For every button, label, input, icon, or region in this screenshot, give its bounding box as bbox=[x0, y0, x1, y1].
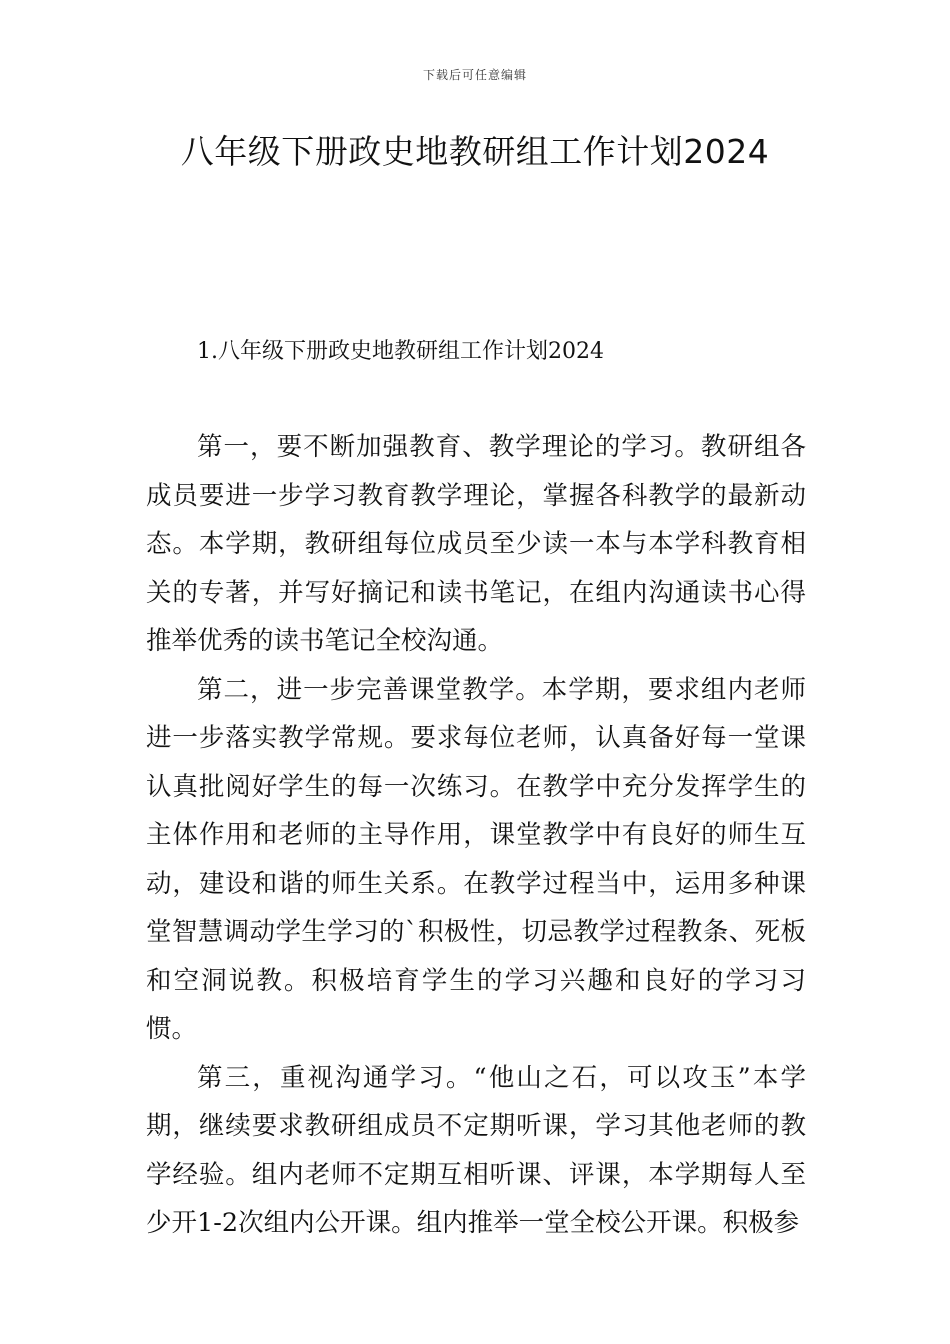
paragraph-2: 第二，进一步完善课堂教学。本学期，要求组内老师进一步落实教学常规。要求每位老师，认真备好每一堂课认真批阅好学生的每一次练习。在教学中充分发挥学生的主体作用和老师的主导作用，课堂教学中有良好的师生互动，建设和谐的师生关系。在教学过程当中，运用多种课堂智慧调动学生学习的`积极性，切忌教学过程教条、死板和空洞说教。积极培育学生的学习兴趣和良好的学习习惯。 bbox=[146, 674, 806, 1044]
document-body bbox=[146, 423, 806, 1248]
paragraph-3: 第三，重视沟通学习。“他山之石，可以攻玉”本学期，继续要求教研组成员不定期听课，学习其他老师的教学经验。组内老师不定期互相听课、评课，本学期每人至少开1-2次组内公开课。组内推举一堂全校公开课。积极参 bbox=[146, 1062, 806, 1238]
paragraph-1: 第一，要不断加强教育、教学理论的学习。教研组各成员要进一步学习教育教学理论，掌握各科教学的最新动态。本学期，教研组每位成员至少读一本与本学科教育相关的专著，并写好摘记和读书笔记，在组内沟通读书心得推举优秀的读书笔记全校沟通。 bbox=[146, 432, 806, 656]
section-heading: 1.八年级下册政史地教研组工作计划2024 bbox=[197, 339, 604, 364]
document-title: 八年级下册政史地教研组工作计划2024 bbox=[180, 132, 770, 171]
header-note: 下载后可任意编辑 bbox=[422, 68, 527, 82]
